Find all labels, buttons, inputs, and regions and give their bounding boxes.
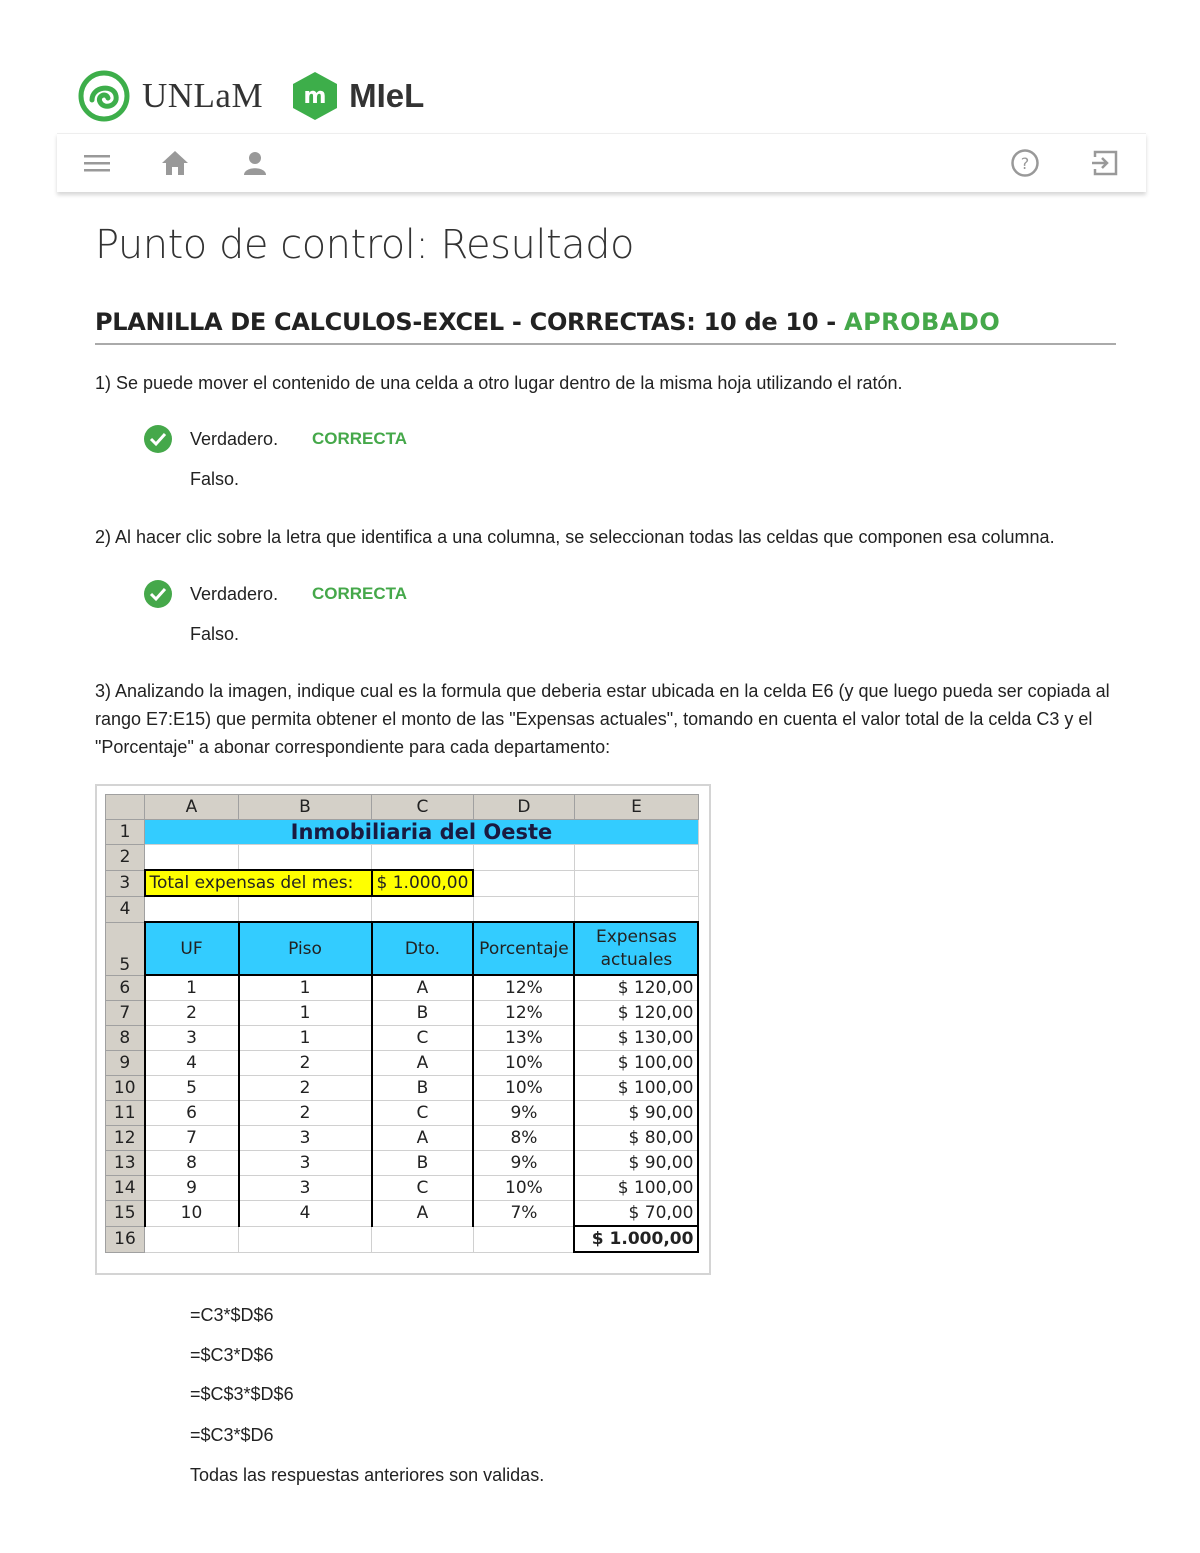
column-header: D (473, 795, 574, 820)
row-header: 12 (106, 1126, 145, 1151)
grid-corner (106, 795, 145, 820)
menu-icon[interactable] (82, 148, 112, 178)
table-cell: 10% (473, 1076, 574, 1101)
table-cell: A (372, 975, 474, 1001)
row-header: 16 (106, 1226, 145, 1252)
table-cell: A (372, 1201, 474, 1227)
table-cell: A (372, 1051, 474, 1076)
table-row (106, 1101, 699, 1126)
table-cell: 12% (473, 975, 574, 1001)
total-value-cell: $ 1.000,00 (372, 870, 474, 896)
row-header: 2 (106, 845, 145, 871)
table-cell: 8% (473, 1126, 574, 1151)
question-1-text: 1) Se puede mover el contenido de una celda a otro lugar dentro de la misma hoja utilizando el ratón. (95, 373, 903, 393)
column-header: B (239, 795, 372, 820)
row-header: 10 (106, 1076, 145, 1101)
header-cell (574, 922, 698, 975)
table-cell: 12% (473, 1001, 574, 1026)
header-cell: UF (145, 922, 239, 975)
row-header: 15 (106, 1201, 145, 1227)
header-cell: Dto. (372, 922, 474, 975)
table-cell: 6 (145, 1101, 239, 1126)
table-row (106, 1151, 699, 1176)
table-cell: C (372, 1026, 474, 1051)
table-cell: 3 (239, 1126, 372, 1151)
table-cell: $ 90,00 (574, 1151, 698, 1176)
table-cell: 10% (473, 1176, 574, 1201)
row-header: 8 (106, 1026, 145, 1051)
help-icon[interactable] (1010, 148, 1040, 178)
table-cell: B (372, 1151, 474, 1176)
table-row (106, 1001, 699, 1026)
table-cell: 10% (473, 1051, 574, 1076)
question-3-option-3[interactable]: =$C$3*$D$6 (190, 1384, 294, 1404)
header-logos (78, 66, 424, 126)
table-cell: 3 (239, 1176, 372, 1201)
table-cell: 2 (239, 1101, 372, 1126)
question-1-option-false[interactable]: Falso. (190, 469, 240, 489)
total-label-cell: Total expensas del mes: (145, 870, 372, 896)
table-row (106, 1026, 699, 1051)
question-2-result: CORRECTA (312, 584, 408, 603)
question-1-result: CORRECTA (312, 429, 408, 448)
top-toolbar (57, 133, 1146, 192)
table-cell: 3 (239, 1151, 372, 1176)
table-cell: 1 (239, 1026, 372, 1051)
column-header: A (145, 795, 239, 820)
table-cell: 13% (473, 1026, 574, 1051)
row-header: 9 (106, 1051, 145, 1076)
table-cell: B (372, 1076, 474, 1101)
table-row (106, 1076, 699, 1101)
table-cell: 8 (145, 1151, 239, 1176)
column-header: E (574, 795, 698, 820)
table-cell: 9% (473, 1101, 574, 1126)
table-cell: 4 (145, 1051, 239, 1076)
row-header: 6 (106, 975, 145, 1001)
check-icon (144, 425, 172, 453)
row-header: 14 (106, 1176, 145, 1201)
table-cell: C (372, 1176, 474, 1201)
status-badge: APROBADO (844, 308, 1001, 336)
header-cell: Porcentaje (473, 922, 574, 975)
table-cell: 10 (145, 1201, 239, 1227)
table-cell: 3 (145, 1026, 239, 1051)
miel-logo-icon (291, 70, 339, 122)
header-cell: Piso (239, 922, 372, 975)
table-cell: $ 100,00 (574, 1076, 698, 1101)
home-icon[interactable] (160, 148, 190, 178)
logout-icon[interactable] (1090, 148, 1120, 178)
sheet-title: Inmobiliaria del Oeste (145, 820, 699, 845)
table-cell: A (372, 1126, 474, 1151)
page-title: Punto de control: Resultado (95, 222, 635, 268)
table-cell: B (372, 1001, 474, 1026)
miel-brand: MIeL (349, 77, 425, 114)
table-cell: 2 (239, 1076, 372, 1101)
table-cell: 7% (473, 1201, 574, 1227)
question-2-option-false[interactable]: Falso. (190, 624, 240, 644)
table-cell: $ 130,00 (574, 1026, 698, 1051)
table-cell: 2 (239, 1051, 372, 1076)
section-title-text: PLANILLA DE CALCULOS-EXCEL - CORRECTAS: 10 de 10 - (95, 308, 844, 336)
table-cell: 1 (145, 975, 239, 1001)
row-header: 5 (106, 922, 145, 975)
table-cell: $ 120,00 (574, 1001, 698, 1026)
table-cell: C (372, 1101, 474, 1126)
svg-text:m: m (303, 84, 327, 109)
user-icon[interactable] (240, 148, 270, 178)
question-3-option-1[interactable]: =C3*$D$6 (190, 1305, 274, 1325)
table-cell: $ 100,00 (574, 1176, 698, 1201)
spreadsheet-grid (105, 794, 699, 1253)
spreadsheet-image (95, 784, 711, 1275)
table-row (106, 1051, 699, 1076)
table-cell: 9% (473, 1151, 574, 1176)
row-header: 13 (106, 1151, 145, 1176)
row-header: 3 (106, 870, 145, 896)
check-icon (144, 580, 172, 608)
table-cell: 1 (239, 1001, 372, 1026)
table-cell: 4 (239, 1201, 372, 1227)
question-2-option-true[interactable]: Verdadero. (190, 584, 279, 604)
table-cell: 7 (145, 1126, 239, 1151)
table-cell: $ 120,00 (574, 975, 698, 1001)
question-1-option-true[interactable]: Verdadero. (190, 429, 279, 449)
table-cell: 5 (145, 1076, 239, 1101)
table-cell: $ 80,00 (574, 1126, 698, 1151)
header-cell-line: Expensas (595, 926, 677, 947)
table-row (106, 975, 699, 1001)
question-3-option-2[interactable]: =$C3*D$6 (190, 1345, 274, 1365)
row-header: 11 (106, 1101, 145, 1126)
table-cell: $ 100,00 (574, 1051, 698, 1076)
svg-text:?: ? (1020, 154, 1030, 173)
question-3-text: 3) Analizando la imagen, indique cual es la formula que deberia estar ubicada en la celda E6 (y que luego pueda ser copiada al rango E7:E15) que permita obtener el monto de las "Expensas actuales", tomando en cuenta el valor total de la celda C3 y el "Porcentaje" a abonar correspondiente para cada departamento: (95, 681, 1110, 757)
header-cell-line: actuales (600, 949, 673, 970)
table-cell: $ 70,00 (574, 1201, 698, 1227)
question-3-option-5[interactable]: Todas las respuestas anteriores son validas. (190, 1465, 545, 1485)
table-cell: 9 (145, 1176, 239, 1201)
section-title (95, 308, 1116, 345)
column-header: C (372, 795, 474, 820)
table-row (106, 1126, 699, 1151)
table-cell: 2 (145, 1001, 239, 1026)
question-3-option-4[interactable]: =$C3*$D6 (190, 1425, 274, 1445)
row-header: 7 (106, 1001, 145, 1026)
table-cell: $ 90,00 (574, 1101, 698, 1126)
table-row (106, 1176, 699, 1201)
table-cell: 1 (239, 975, 372, 1001)
unlam-logo-icon (78, 70, 130, 122)
unlam-brand: UNLaM (142, 76, 264, 115)
question-2-text: 2) Al hacer clic sobre la letra que identifica a una columna, se seleccionan todas las celdas que componen esa columna. (95, 527, 1055, 547)
row-header: 1 (106, 820, 145, 845)
table-row (106, 1201, 699, 1227)
row-header: 4 (106, 896, 145, 922)
grand-total-cell: $ 1.000,00 (574, 1226, 698, 1252)
